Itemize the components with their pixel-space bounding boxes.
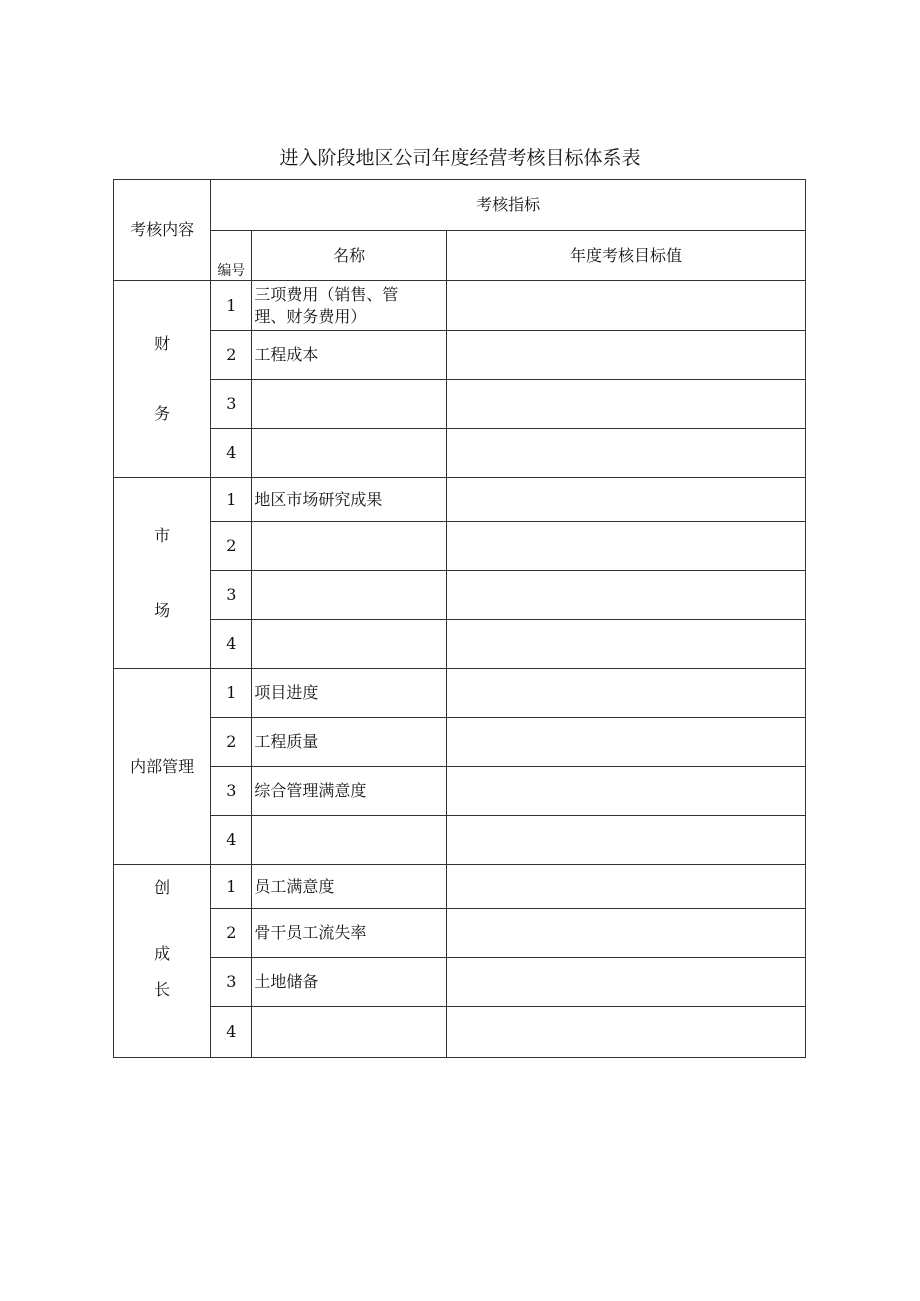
table-row [114,767,806,816]
indicator-name [252,1007,447,1058]
row-number: 2 [211,522,252,571]
indicator-name: 项目进度 [252,669,447,718]
indicator-name-line: 三项费用（销售、管 [254,284,399,304]
indicator-name: 土地储备 [252,958,447,1007]
indicator-name: 地区市场研究成果 [252,478,447,522]
row-number: 4 [211,1007,252,1058]
indicator-name [252,522,447,571]
target-value [446,669,805,718]
table-row [114,380,806,429]
row-number: 1 [211,865,252,909]
table-row [114,331,806,380]
table-row [114,909,806,958]
target-value [446,865,805,909]
category-char: 成 [154,944,171,963]
category-char: 长 [154,980,171,999]
table-row [114,429,806,478]
target-value [446,958,805,1007]
table-row [114,718,806,767]
indicator-name [252,380,447,429]
assessment-table [113,179,806,1058]
target-value [446,571,805,620]
category-char: 场 [154,600,171,620]
row-number: 1 [211,281,252,331]
row-number: 2 [211,718,252,767]
category-growth [114,865,211,1058]
table-row [114,620,806,669]
indicator-name-line: 理、财务费用） [254,306,367,326]
table-row [114,571,806,620]
indicator-name: 骨干员工流失率 [252,909,447,958]
target-value [446,522,805,571]
table-row [114,669,806,718]
target-value [446,816,805,865]
table-row [114,281,806,331]
row-number: 1 [211,669,252,718]
target-value [446,909,805,958]
category-char: 务 [154,404,171,423]
row-number: 3 [211,571,252,620]
target-value [446,281,805,331]
indicator-name [252,620,447,669]
target-value [446,718,805,767]
header-number: 编号 [211,231,252,281]
row-number: 3 [211,380,252,429]
table-row [114,478,806,522]
target-value [446,331,805,380]
indicator-name [252,571,447,620]
category-market [114,478,211,669]
category-char: 创 [154,878,171,897]
row-number: 4 [211,620,252,669]
indicator-name [252,429,447,478]
target-value [446,429,805,478]
row-number: 3 [211,958,252,1007]
category-char: 市 [154,525,171,545]
indicator-name: 工程质量 [252,718,447,767]
table-row [114,865,806,909]
target-value [446,620,805,669]
table-row [114,522,806,571]
row-number: 4 [211,429,252,478]
table-row [114,1007,806,1058]
indicator-name: 工程成本 [252,331,447,380]
target-value [446,478,805,522]
indicator-name: 综合管理满意度 [252,767,447,816]
header-name: 名称 [252,231,447,281]
target-value [446,767,805,816]
header-indicators: 考核指标 [211,180,806,231]
header-category: 考核内容 [114,180,211,281]
table-row [114,958,806,1007]
row-number: 3 [211,767,252,816]
category-finance [114,281,211,478]
page-title: 进入阶段地区公司年度经营考核目标体系表 [279,147,641,169]
row-number: 1 [211,478,252,522]
indicator-name [252,816,447,865]
table-row [114,816,806,865]
target-value [446,1007,805,1058]
target-value [446,380,805,429]
category-char: 财 [154,334,171,353]
row-number: 2 [211,331,252,380]
row-number: 2 [211,909,252,958]
indicator-name: 员工满意度 [252,865,447,909]
indicator-name [252,281,447,331]
category-internal-management: 内部管理 [114,669,211,865]
row-number: 4 [211,816,252,865]
header-target: 年度考核目标值 [446,231,805,281]
